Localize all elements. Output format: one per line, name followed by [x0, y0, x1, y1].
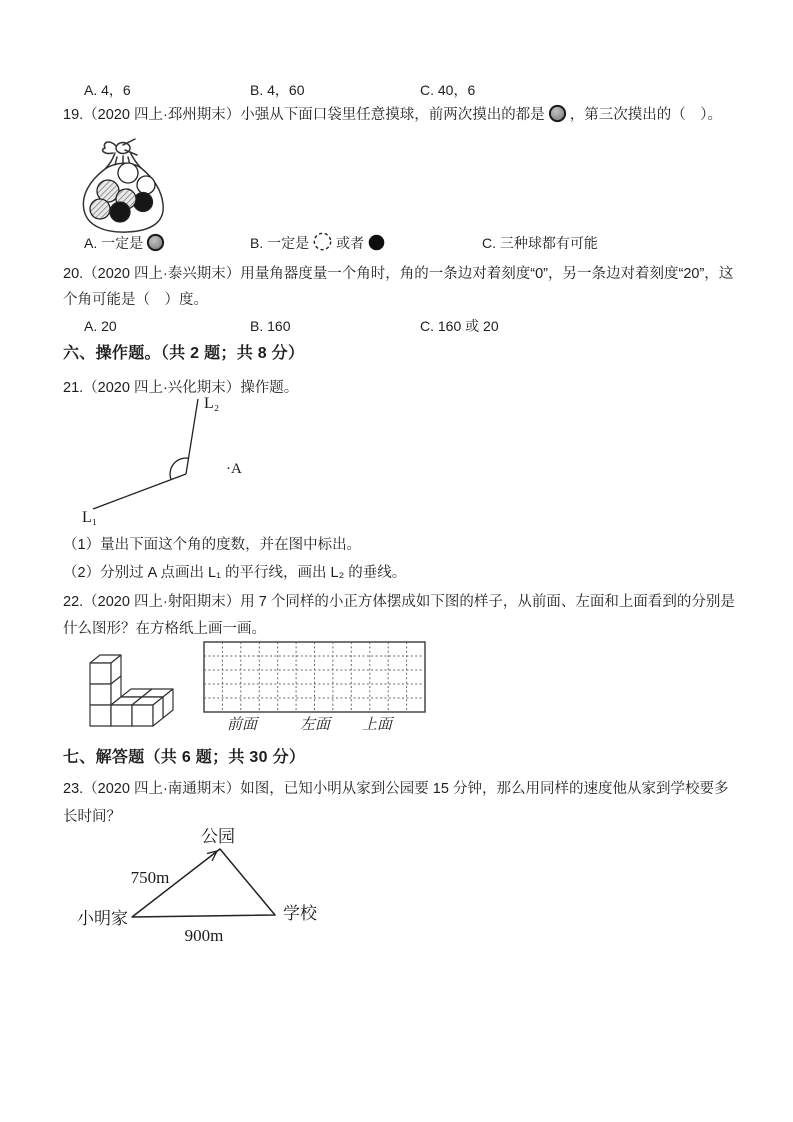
- q19-option-b-or: 或者: [336, 235, 365, 251]
- q20-option-a: A. 20: [84, 318, 117, 334]
- q19-option-b: [250, 231, 482, 254]
- q19-option-a: [84, 232, 250, 254]
- park-label: 公园: [201, 827, 235, 846]
- school-label: 学校: [283, 904, 317, 923]
- route-triangle-figure: [62, 826, 334, 950]
- gray-ball-icon: [548, 104, 567, 123]
- line-l2-label: L₂: [204, 395, 220, 412]
- q18-option-c: C. 40，6: [420, 82, 476, 98]
- q20-option-c: C. 160 或 20: [420, 318, 499, 334]
- question-20: 20.（2020 四上·泰兴期末）用量角器度量一个角时，角的一条边对着刻度“0”，另一条边对着刻度“20”，这个角可能是（ ）度。: [63, 266, 734, 308]
- dashed-white-ball-icon: [312, 231, 333, 252]
- grid-label-top: 上面: [362, 717, 393, 733]
- q19-stem-prefix: 19.（2020 四上·邳州期末）小强从下面口袋里任意摸球，前两次摸出的都是: [63, 107, 545, 123]
- bottom-side-distance: 900m: [184, 926, 224, 945]
- grid-label-front: 前面: [227, 717, 258, 733]
- cube-stack-figure: [84, 646, 182, 731]
- q19-option-b-label: B. 一定是: [250, 235, 310, 251]
- q18-option-a: A. 4，6: [84, 82, 131, 98]
- question-19: [63, 102, 739, 128]
- q20-option-b: B. 160: [250, 318, 291, 334]
- drawing-grid: [203, 641, 427, 714]
- q18-options-row: [84, 79, 744, 101]
- q21-subitem-2: （2）分别过 A 点画出 L₁ 的平行线，画出 L₂ 的垂线。: [63, 565, 407, 581]
- point-a-label: ·A: [226, 461, 242, 477]
- q20-options-row: [84, 315, 744, 337]
- q18-option-b: B. 4，60: [250, 82, 305, 98]
- q21-subitem-1: （1）量出下面这个角的度数，并在图中标出。: [63, 537, 362, 553]
- bag-of-balls-figure: [75, 136, 193, 236]
- section-6-header: 六、操作题。（共 2 题；共 8 分）: [63, 345, 305, 362]
- home-label: 小明家: [77, 909, 128, 928]
- q19-option-a-label: A. 一定是: [84, 234, 144, 251]
- cube-front-2: [132, 697, 163, 726]
- line-l1-label: L₁: [82, 509, 98, 526]
- grid-label-left: 左面: [300, 717, 331, 733]
- question-21: 21.（2020 四上·兴化期末）操作题。: [63, 380, 299, 396]
- black-ball-icon: [367, 233, 386, 252]
- q19-stem-suffix: ，第三次摸出的（ ）。: [569, 107, 723, 123]
- q19-option-c: C. 三种球都有可能: [482, 234, 598, 251]
- question-23: 23.（2020 四上·南通期末）如图，已知小明从家到公园要 15 分钟，那么用同样的速度他从家到学校要多长时间？: [63, 781, 729, 825]
- section-7-header: 七、解答题（共 6 题；共 30 分）: [63, 749, 306, 766]
- angle-figure: [78, 394, 263, 528]
- left-side-distance: 750m: [130, 868, 170, 887]
- gray-ball-icon: [146, 233, 165, 252]
- q19-options-row: [84, 231, 764, 254]
- question-22: 22.（2020 四上·射阳期末）用 7 个同样的小正方体摆成如下图的样子，从前面、左面和上面看到的分别是什么图形？在方格纸上画一画。: [63, 594, 735, 637]
